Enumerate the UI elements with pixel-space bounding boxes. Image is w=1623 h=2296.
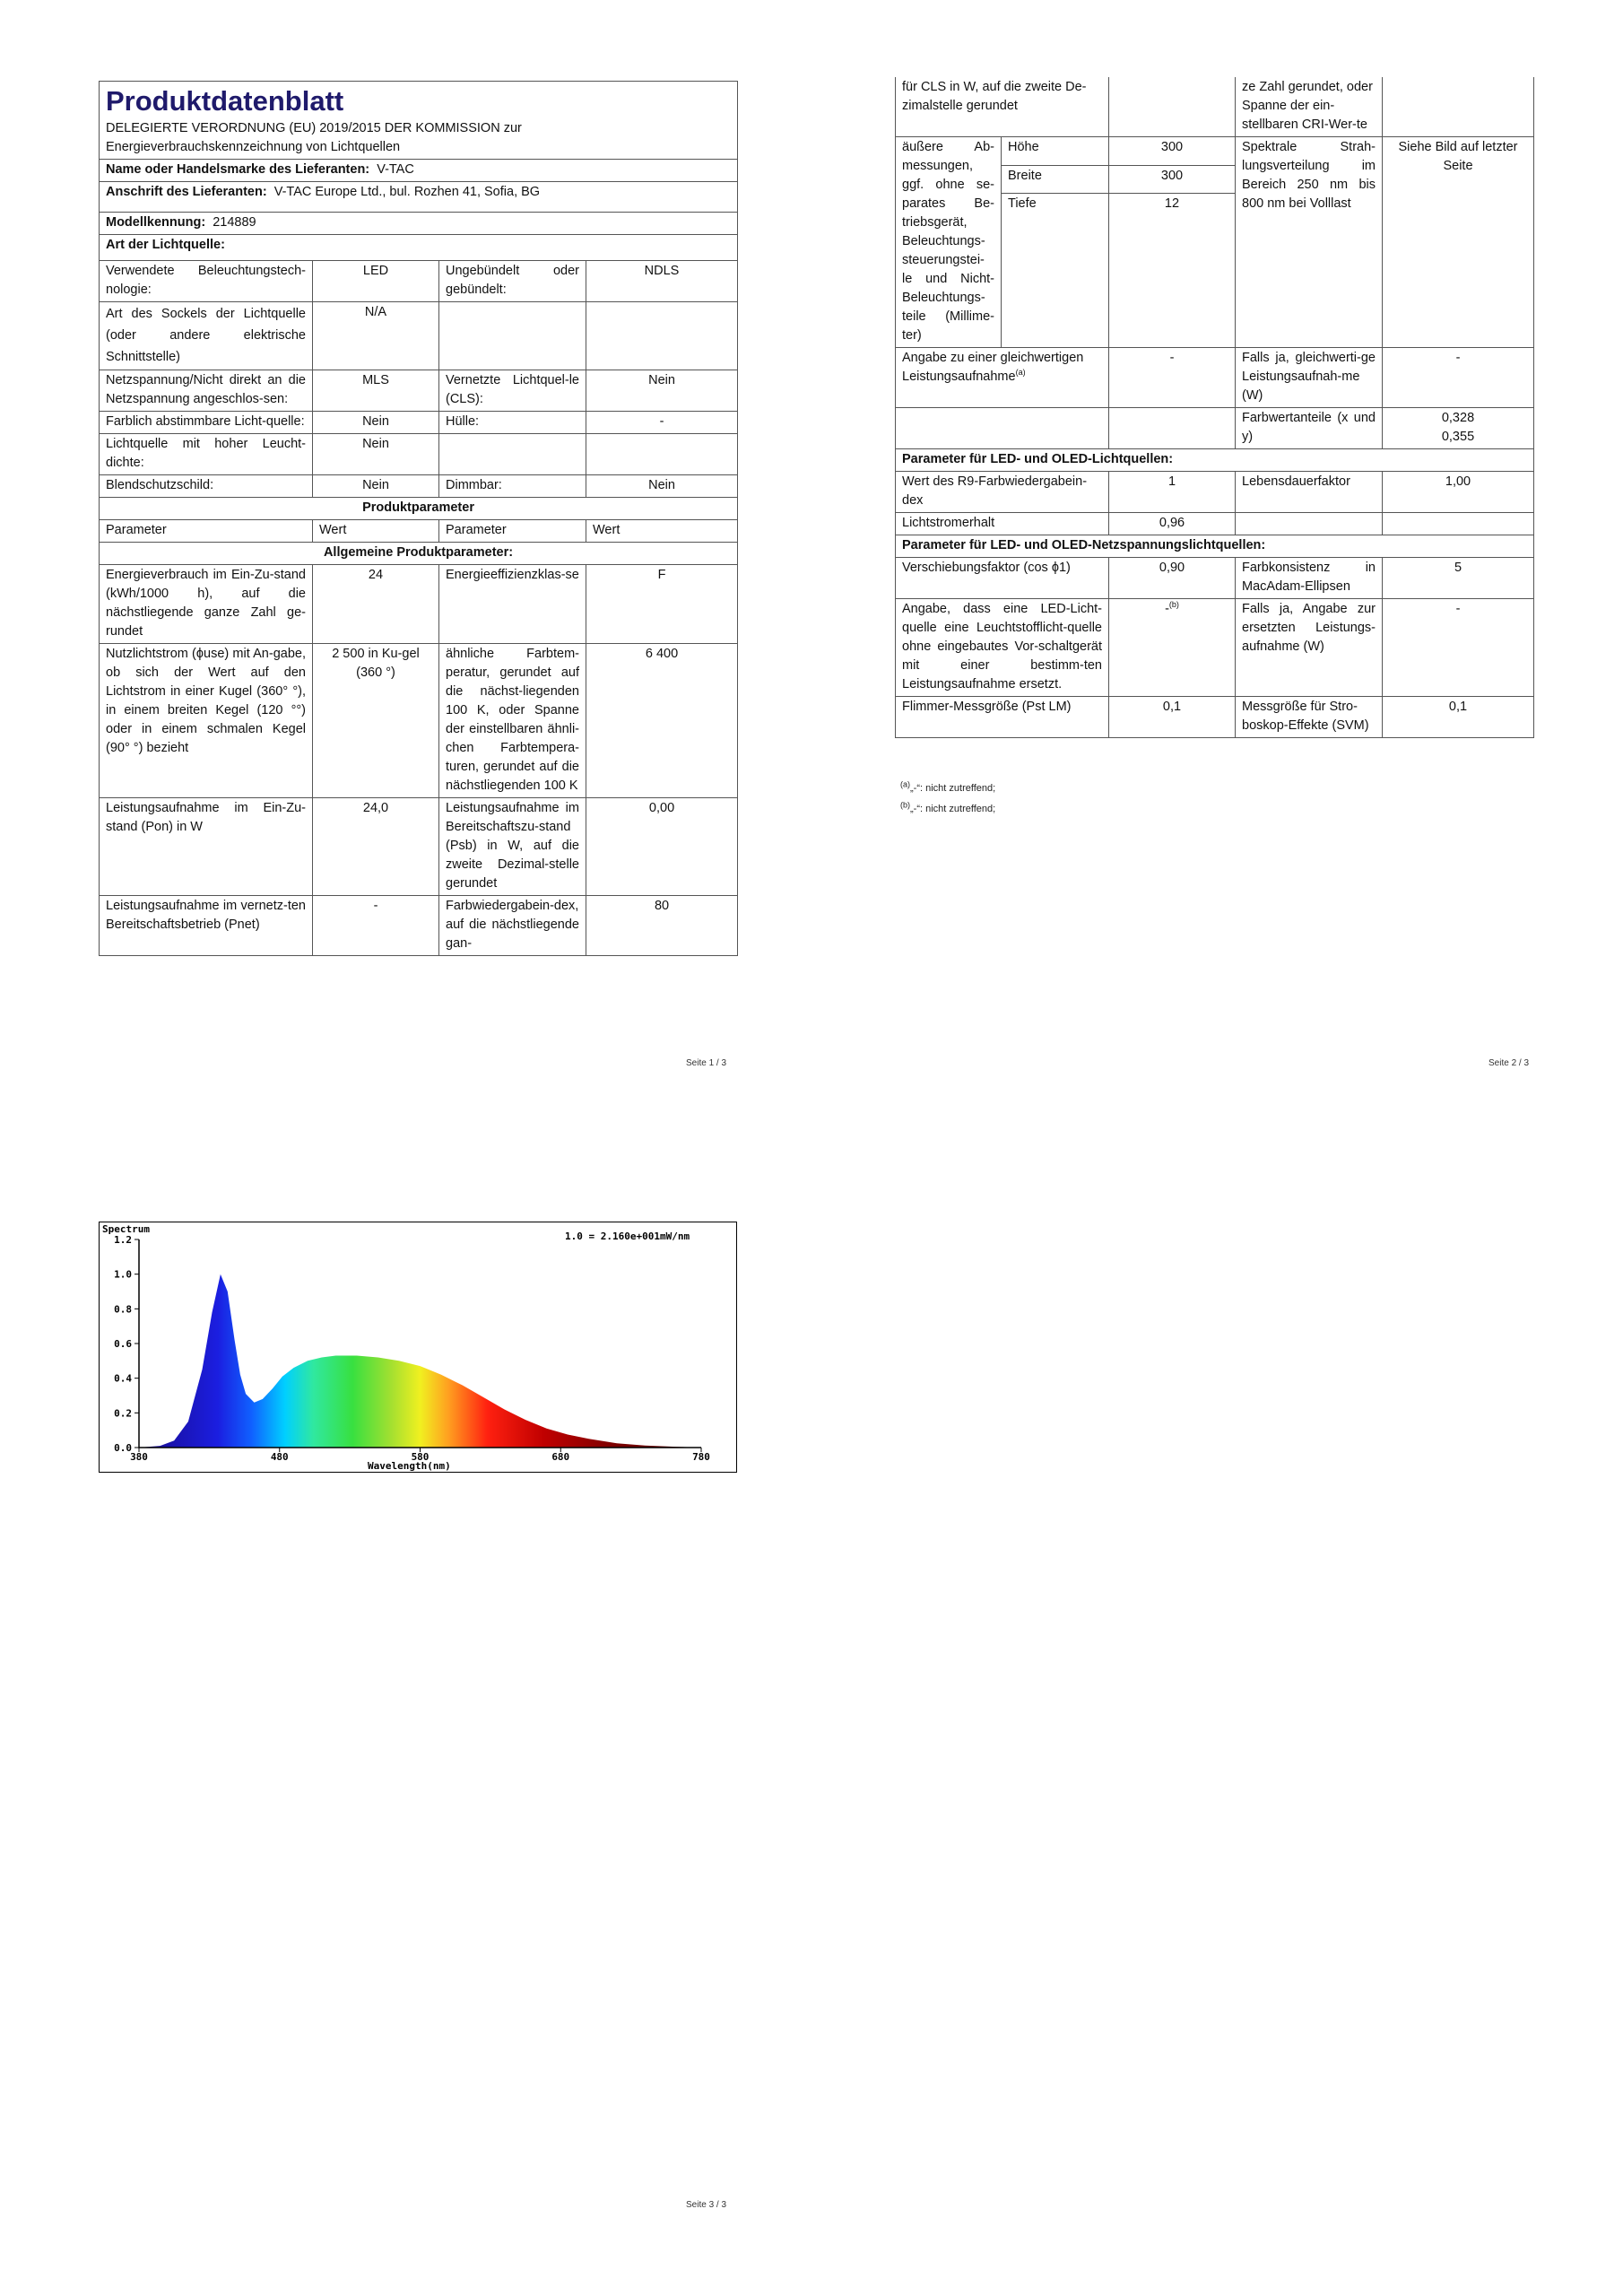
cell-equiv-if-value: -	[1383, 348, 1534, 408]
cell-technology-label: Verwendete Beleuchtungstech-nologie:	[100, 261, 313, 302]
cell-mains-label: Netzspannung/Nicht direkt an die Netzspannung angeschlos-sen:	[100, 370, 313, 412]
footnote-a	[900, 779, 996, 795]
cell-pon-value: 24,0	[313, 798, 439, 896]
cell-empty-4	[586, 434, 738, 475]
cell-cri-cont-label: ze Zahl gerundet, oder Spanne der ein-stellbaren CRI-Wer-te	[1236, 77, 1383, 137]
cell-socket-label: Art des Sockels der Lichtquelle (oder andere elektrische Schnittstelle)	[100, 302, 313, 370]
cell-dimmable-value: Nein	[586, 475, 738, 498]
cell-envelope-label: Hülle:	[439, 412, 586, 434]
cell-equiv-value: -	[1109, 348, 1236, 408]
cell-directional-value: NDLS	[586, 261, 738, 302]
cell-chroma-y: 0,355	[1441, 430, 1475, 444]
cell-empty-chroma-2	[1109, 408, 1236, 449]
cell-depth-value: 12	[1109, 194, 1236, 348]
cell-empty-chroma-1	[896, 408, 1109, 449]
cell-width-value: 300	[1109, 165, 1236, 194]
cell-cos-value: 0,90	[1109, 558, 1236, 599]
cell-psb-value: 0,00	[586, 798, 738, 896]
cell-svm-value: 0,1	[1383, 697, 1534, 738]
page-number-1: Seite 1 / 3	[686, 1058, 727, 1068]
mains-params-heading: Parameter für LED- und OLED-Netzspannungslichtquellen:	[896, 535, 1534, 558]
regulation-line-2: Energieverbrauchskennzeichnung von Lichtquellen	[106, 140, 401, 154]
col-header-parameter-2: Parameter	[439, 520, 586, 543]
cell-cls-cont-value	[1109, 77, 1236, 137]
cell-spectral-label: Spektrale Strah-lungsverteilung im Bereich 250 nm bis 800 nm bei Volllast	[1236, 137, 1383, 348]
col-header-value-2: Wert	[586, 520, 738, 543]
footnote-b-text: „-“: nicht zutreffend;	[910, 804, 996, 814]
cell-cri-label: Farbwiedergabein-dex, auf die nächstliegende gan-	[439, 896, 586, 956]
cell-maint-label: Lichtstromerhalt	[896, 513, 1109, 535]
cell-luminance-value: Nein	[313, 434, 439, 475]
cell-consistency-label: Farbkonsistenz in MacAdam-Ellipsen	[1236, 558, 1383, 599]
footnote-ref-a: (a)	[1015, 368, 1026, 378]
light-source-type-heading: Art der Lichtquelle:	[100, 235, 738, 261]
cell-psb-label: Leistungsaufnahme im Bereitschaftszu-stand (Psb) in W, auf die zweite Dezimal-stelle gerundet	[439, 798, 586, 896]
y-tick-label: 0.0	[114, 1442, 132, 1454]
cell-life-value: 1,00	[1383, 472, 1534, 513]
cell-luminance-label: Lichtquelle mit hoher Leucht-dichte:	[100, 434, 313, 475]
x-tick-label: 580	[411, 1451, 430, 1463]
chart-title: Spectrum	[102, 1223, 150, 1235]
supplier-name-label: Name oder Handelsmarke des Lieferanten:	[106, 162, 370, 177]
col-header-value-1: Wert	[313, 520, 439, 543]
cell-life-label: Lebensdauerfaktor	[1236, 472, 1383, 513]
supplier-address-label: Anschrift des Lieferanten:	[106, 185, 267, 199]
cell-cri-value: 80	[586, 896, 738, 956]
page2-table	[895, 77, 1534, 738]
supplier-name: V-TAC	[377, 162, 414, 177]
cell-directional-label: Ungebündelt oder gebündelt:	[439, 261, 586, 302]
cell-empty-3	[439, 434, 586, 475]
cell-r9-value: 1	[1109, 472, 1236, 513]
cell-dimensions-label: äußere Ab-messungen, ggf. ohne se-parates Be-triebsgerät, Beleuchtungs-steuerungstei-le und Nicht-Beleuchtungs-teile (Millime-ter)	[896, 137, 1002, 348]
cell-cos-label: Verschiebungsfaktor (cos ϕ1)	[896, 558, 1109, 599]
supplier-address: V-TAC Europe Ltd., bul. Rozhen 41, Sofia, BG	[273, 185, 541, 199]
footnote-b	[900, 800, 996, 815]
y-tick-label: 1.0	[114, 1268, 132, 1281]
cell-socket-value: N/A	[313, 302, 439, 370]
cell-energy-value: 24	[313, 565, 439, 644]
cell-antiglare-label: Blendschutzschild:	[100, 475, 313, 498]
footnote-ref-b: (b)	[1168, 600, 1179, 610]
cell-height-label: Höhe	[1002, 137, 1109, 166]
cell-empty-2	[586, 302, 738, 370]
cell-empty-maint-1	[1236, 513, 1383, 535]
chart-scale-note: 1.0 = 2.160e+001mW/nm	[565, 1231, 690, 1242]
cell-width-label: Breite	[1002, 165, 1109, 194]
cell-dimmable-label: Dimmbar:	[439, 475, 586, 498]
page1-table	[99, 81, 738, 956]
footnote-a-text: „-“: nicht zutreffend;	[910, 783, 996, 794]
cell-fluor-if-label: Falls ja, Angabe zur ersetzten Leistungs-aufnahme (W)	[1236, 599, 1383, 697]
cell-empty-1	[439, 302, 586, 370]
page-number-3: Seite 3 / 3	[686, 2200, 727, 2210]
cell-flux-value: 2 500 in Ku-gel (360 °)	[313, 644, 439, 798]
model-label: Modellkennung:	[106, 215, 206, 230]
spectrum-svg	[99, 1222, 737, 1473]
cell-empty-maint-2	[1383, 513, 1534, 535]
cell-fluor-value: -	[1165, 602, 1169, 616]
cell-efficiency-class-value: F	[586, 565, 738, 644]
cell-fluor-if-value: -	[1383, 599, 1534, 697]
cell-efficiency-class-label: Energieeffizienzklas-se	[439, 565, 586, 644]
model-id: 214889	[213, 215, 256, 230]
cell-pnet-value: -	[313, 896, 439, 956]
y-tick-label: 1.2	[114, 1234, 132, 1246]
x-tick-label: 680	[551, 1451, 570, 1463]
x-tick-label: 480	[270, 1451, 289, 1463]
y-tick-label: 0.8	[114, 1303, 132, 1316]
cell-height-value: 300	[1109, 137, 1236, 166]
cell-svm-label: Messgröße für Stro-boskop-Effekte (SVM)	[1236, 697, 1383, 738]
cell-depth-label: Tiefe	[1002, 194, 1109, 348]
cell-chroma-label: Farbwertanteile (x und y)	[1236, 408, 1383, 449]
cell-spectral-value: Siehe Bild auf letzter Seite	[1383, 137, 1534, 348]
cell-pnet-label: Leistungsaufnahme im vernetz-ten Bereitschaftsbetrieb (Pnet)	[100, 896, 313, 956]
cell-pon-label: Leistungsaufnahme im Ein-Zu-stand (Pon) in W	[100, 798, 313, 896]
cell-energy-label: Energieverbrauch im Ein-Zu-stand (kWh/1000 h), auf die nächstliegende ganze Zahl ge-rundet	[100, 565, 313, 644]
product-params-heading: Produktparameter	[100, 498, 738, 520]
x-tick-label: 780	[692, 1451, 710, 1463]
y-tick-label: 0.4	[114, 1372, 132, 1385]
page-title: Produktdatenblatt	[106, 85, 344, 117]
cell-chroma-x: 0,328	[1441, 411, 1475, 425]
page-number-2: Seite 2 / 3	[1488, 1058, 1530, 1068]
cell-r9-label: Wert des R9-Farbwiedergabein-dex	[896, 472, 1109, 513]
general-params-heading: Allgemeine Produktparameter:	[100, 543, 738, 565]
cell-equiv-if-label: Falls ja, gleichwerti-ge Leistungsaufnah-me (W)	[1236, 348, 1383, 408]
cell-envelope-value: -	[586, 412, 738, 434]
led-params-heading: Parameter für LED- und OLED-Lichtquellen:	[896, 449, 1534, 472]
cell-cct-value: 6 400	[586, 644, 738, 798]
cell-technology-value: LED	[313, 261, 439, 302]
cell-cls-label: Vernetzte Lichtquel-le (CLS):	[439, 370, 586, 412]
cell-fluor-label: Angabe, dass eine LED-Licht-quelle eine Leuchtstofflicht-quelle ohne eingebautes Vor-schaltgerät mit einer bestimm-ten Leistungsaufnahme ersetzt.	[896, 599, 1109, 697]
footnote-a-mark: (a)	[900, 779, 910, 789]
cell-cri-cont-value	[1383, 77, 1534, 137]
cell-consistency-value: 5	[1383, 558, 1534, 599]
y-tick-label: 0.6	[114, 1338, 132, 1350]
cell-maint-value: 0,96	[1109, 513, 1236, 535]
cell-flicker-value: 0,1	[1109, 697, 1236, 738]
cell-mains-value: MLS	[313, 370, 439, 412]
regulation-line-1: DELEGIERTE VERORDNUNG (EU) 2019/2015 DER KOMMISSION zur	[106, 121, 522, 135]
cell-cct-label: ähnliche Farbtem-peratur, gerundet auf die nächst-liegenden 100 K, oder Spanne der einstellbaren ähnli-chen Farbtempera-turen, gerundet auf die nächstliegenden 100 K	[439, 644, 586, 798]
cell-flux-label: Nutzlichtstrom (ϕuse) mit An-gabe, ob sich der Wert auf den Lichtstrom in einer Kugel (360° °), in einem breiten Kegel (120 °°) oder in einem schmalen Kegel (90° °) bezieht	[100, 644, 313, 798]
y-tick-label: 0.2	[114, 1407, 132, 1420]
cell-cls-cont-label: für CLS in W, auf die zweite De-zimalstelle gerundet	[896, 77, 1109, 137]
cell-cls-value: Nein	[586, 370, 738, 412]
spectrum-chart	[99, 1222, 737, 1473]
footnote-b-mark: (b)	[900, 800, 910, 810]
cell-tunable-value: Nein	[313, 412, 439, 434]
x-tick-label: 380	[130, 1451, 148, 1463]
cell-flicker-label: Flimmer-Messgröße (Pst LM)	[896, 697, 1109, 738]
cell-equiv-label: Angabe zu einer gleichwertigen Leistungsaufnahme	[902, 351, 1084, 384]
col-header-parameter-1: Parameter	[100, 520, 313, 543]
cell-antiglare-value: Nein	[313, 475, 439, 498]
x-axis-label: Wavelength(nm)	[368, 1460, 451, 1472]
cell-tunable-label: Farblich abstimmbare Licht-quelle:	[100, 412, 313, 434]
